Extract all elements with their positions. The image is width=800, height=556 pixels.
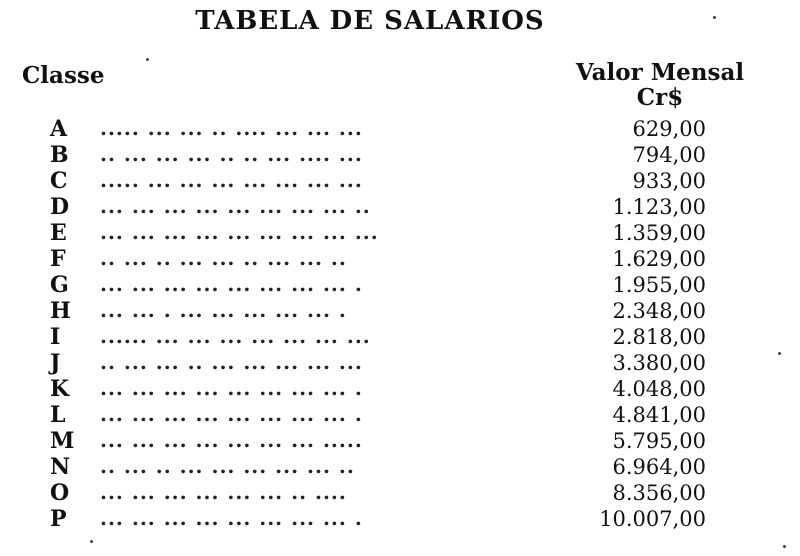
table-row [0,376,800,402]
row-classe: A [50,116,68,142]
table-title: TABELA DE SALARIOS [195,6,545,36]
table-row [0,350,800,376]
row-valor: 1.955,00 [612,273,706,297]
table-row [0,454,800,480]
row-classe: I [50,324,61,350]
row-valor: 4.841,00 [612,403,706,427]
row-valor: 8.356,00 [612,481,706,505]
row-dot-leader: ... ... . ... ... ... ... ... . [100,298,347,322]
row-valor: 629,00 [632,117,706,141]
table-row [0,480,800,506]
row-dot-leader: ..... ... ... ... ... ... ... ... [100,168,363,192]
scan-speck [783,545,786,548]
table-row [0,402,800,428]
column-header-classe: Classe [22,62,105,89]
row-classe: H [50,298,71,324]
table-row [0,506,800,532]
table-row [0,272,800,298]
row-dot-leader: ..... ... ... .. .... ... ... ... [100,116,363,140]
row-valor: 2.818,00 [612,325,706,349]
row-dot-leader: ... ... ... ... ... ... ... ... . [100,506,363,530]
row-dot-leader: ... ... ... ... ... ... ... ... . [100,272,363,296]
scan-speck [146,58,149,61]
row-valor: 5.795,00 [612,429,706,453]
table-row [0,298,800,324]
row-dot-leader: ... ... ... ... ... ... ... ... ... [100,220,379,244]
row-dot-leader: .. ... .. ... ... .. ... ... .. [100,246,347,270]
row-dot-leader: ... ... ... ... ... ... .. .... [100,480,347,504]
table-row [0,246,800,272]
scan-speck [778,352,781,355]
row-classe: K [50,376,70,402]
column-header-valor-line2: Cr$ [636,84,684,111]
row-valor: 794,00 [632,143,706,167]
row-valor: 933,00 [632,169,706,193]
row-valor: 10.007,00 [599,507,706,531]
row-dot-leader: ... ... ... ... ... ... ... ... . [100,376,363,400]
row-classe: G [50,272,69,298]
scan-speck [90,540,93,543]
row-dot-leader: .. ... ... .. ... ... ... ... ... [100,350,363,374]
row-valor: 6.964,00 [612,455,706,479]
row-dot-leader: ... ... ... ... ... ... ... ... .. [100,194,371,218]
row-classe: E [50,220,67,246]
row-valor: 1.359,00 [612,221,706,245]
row-classe: J [50,350,61,376]
row-classe: B [50,142,69,168]
row-valor: 4.048,00 [612,377,706,401]
row-classe: O [50,480,70,506]
table-row [0,116,800,142]
row-dot-leader: ... ... ... ... ... ... ... ... . [100,402,363,426]
row-classe: P [50,506,67,532]
row-dot-leader: ... ... ... ... ... ... ... ..... [100,428,363,452]
row-valor: 1.123,00 [612,195,706,219]
column-header-valor-line1: Valor Mensal [575,59,745,86]
row-classe: M [50,428,75,454]
row-classe: N [50,454,71,480]
salary-table [0,116,800,532]
row-valor: 2.348,00 [612,299,706,323]
table-row [0,428,800,454]
column-header-valor [560,60,760,110]
row-valor: 3.380,00 [612,351,706,375]
table-row [0,142,800,168]
table-row [0,220,800,246]
row-dot-leader: .. ... .. ... ... ... ... ... .. [100,454,355,478]
table-row [0,168,800,194]
row-classe: D [50,194,70,220]
row-classe: L [50,402,66,428]
table-row [0,194,800,220]
row-classe: C [50,168,68,194]
row-dot-leader: .. ... ... ... .. .. ... .... ... [100,142,363,166]
row-valor: 1.629,00 [612,247,706,271]
row-classe: F [50,246,66,272]
table-row [0,324,800,350]
scan-speck [713,16,716,19]
row-dot-leader: ...... ... ... ... ... ... ... ... [100,324,371,348]
